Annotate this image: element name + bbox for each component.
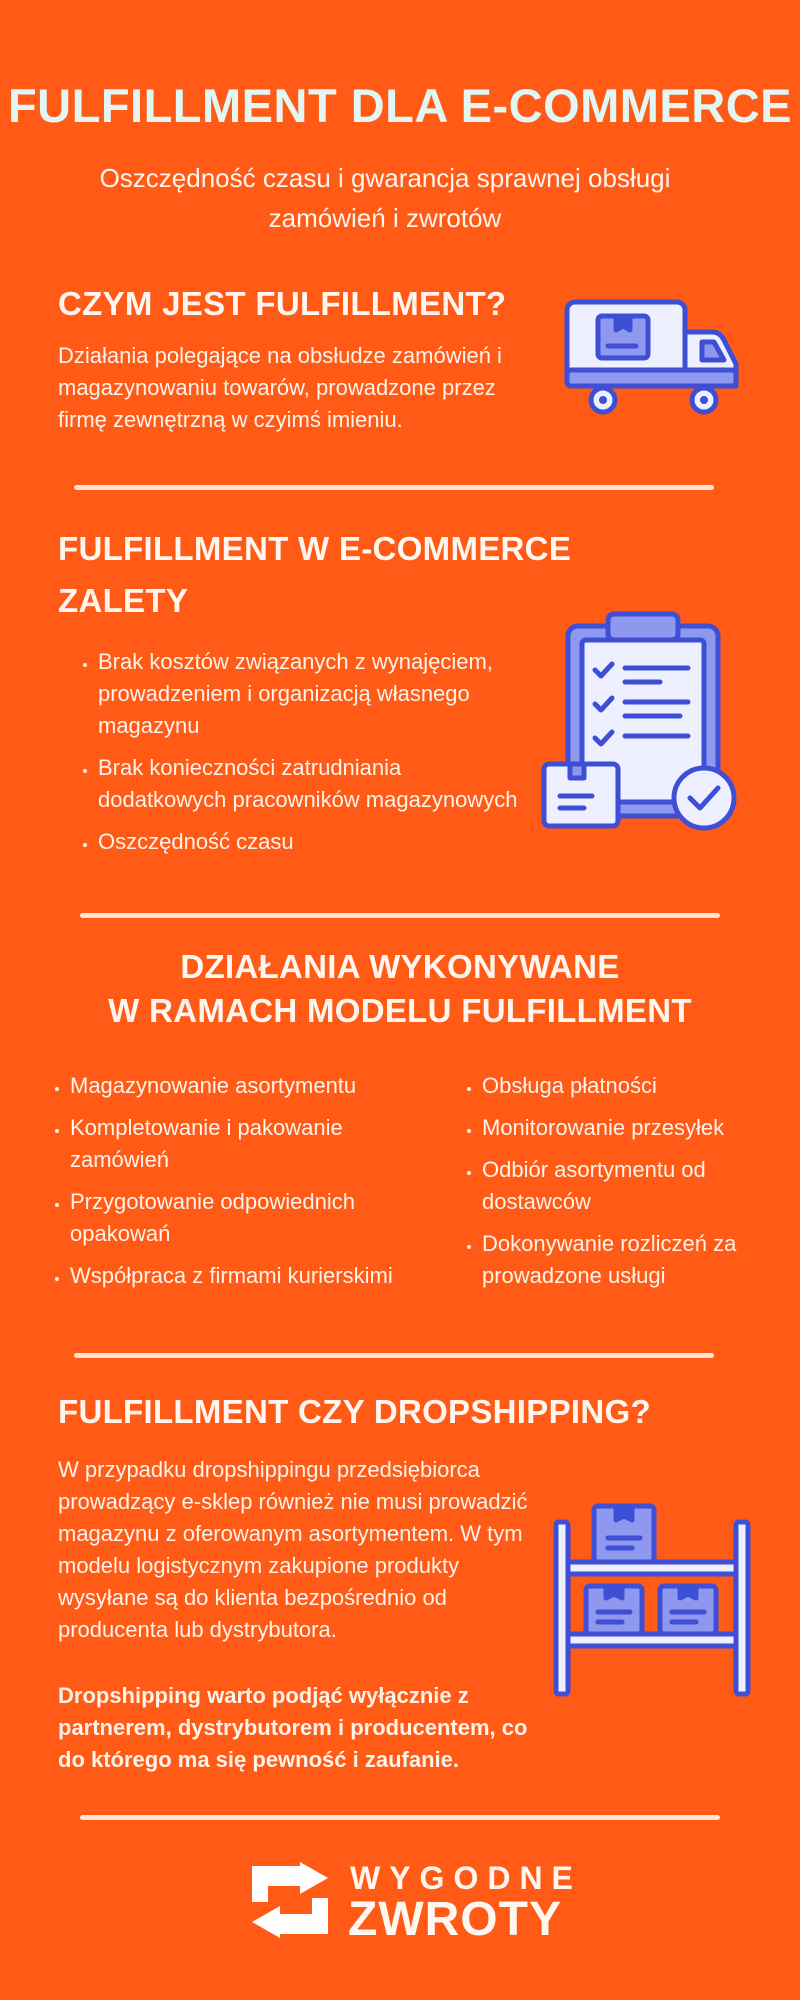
activities-list-right	[444, 1070, 764, 1302]
section-heading-activities-line2: W RAMACH MODELU FULFILLMENT	[108, 992, 692, 1029]
list-item: • Przygotowanie odpowiednich opakowań	[70, 1186, 432, 1250]
list-item: • Brak konieczności zatrudniania dodatkowych pracowników magazynowych	[98, 752, 530, 816]
warehouse-shelf-icon	[552, 1502, 752, 1698]
list-item: • Kompletowanie i pakowanie zamówień	[70, 1112, 432, 1176]
section-heading-advantages-line1: FULFILLMENT W E-COMMERCE	[58, 530, 572, 567]
section-heading-what-is: CZYM JEST FULFILLMENT?	[58, 285, 507, 322]
section-text-dropshipping-bold: Dropshipping warto podjąć wyłącznie z partnerem, dystrybutorem i producentem, co do którego ma się pewność i zaufanie.	[58, 1683, 528, 1772]
page-title: FULFILLMENT DLA E-COMMERCE	[7, 79, 793, 132]
divider-2	[80, 913, 720, 918]
logo-text-line1: WYGODNE	[350, 1860, 582, 1896]
list-item: • Dokonywanie rozliczeń za prowadzone usługi	[482, 1228, 764, 1292]
list-item: • Magazynowanie asortymentu	[70, 1070, 432, 1102]
section-text-what-is: Działania polegające na obsłudze zamówień i magazynowaniu towarów, prowadzone przez firmę zewnętrzną w czyimś imieniu.	[58, 343, 502, 432]
list-item: • Odbiór asortymentu od dostawców	[482, 1154, 764, 1218]
list-item: • Współpraca z firmami kurierskimi	[70, 1260, 432, 1292]
divider-1	[74, 485, 714, 490]
return-arrows-icon	[244, 1862, 336, 1938]
section-heading-advantages-line2: ZALETY	[58, 582, 189, 619]
divider-4	[80, 1815, 720, 1820]
page-subtitle: Oszczędność czasu i gwarancja sprawnej obsługi zamówień i zwrotów	[99, 163, 671, 233]
advantages-list	[60, 646, 530, 868]
list-item: • Brak kosztów związanych z wynajęciem, prowadzeniem i organizacją własnego magazynu	[98, 646, 530, 742]
divider-3	[74, 1353, 714, 1358]
list-item: • Oszczędność czasu	[98, 826, 530, 858]
clipboard-checklist-icon	[540, 610, 740, 836]
delivery-truck-icon	[562, 296, 742, 418]
activities-list-left	[32, 1070, 432, 1302]
logo-text-line2: ZWROTY	[348, 1893, 562, 1946]
list-item: • Obsługa płatności	[482, 1070, 764, 1102]
list-item: • Monitorowanie przesyłek	[482, 1112, 764, 1144]
section-heading-activities-line1: DZIAŁANIA WYKONYWANE	[180, 948, 620, 985]
section-text-dropshipping: W przypadku dropshippingu przedsiębiorca prowadzący e-sklep również nie musi prowadzić magazynu z oferowanym asortymentem. W tym modelu logistycznym zakupione produkty wysyłane są do klienta bezpośrednio od producenta lub dystrybutora.	[58, 1457, 528, 1642]
section-heading-dropshipping: FULFILLMENT CZY DROPSHIPPING?	[58, 1393, 651, 1430]
